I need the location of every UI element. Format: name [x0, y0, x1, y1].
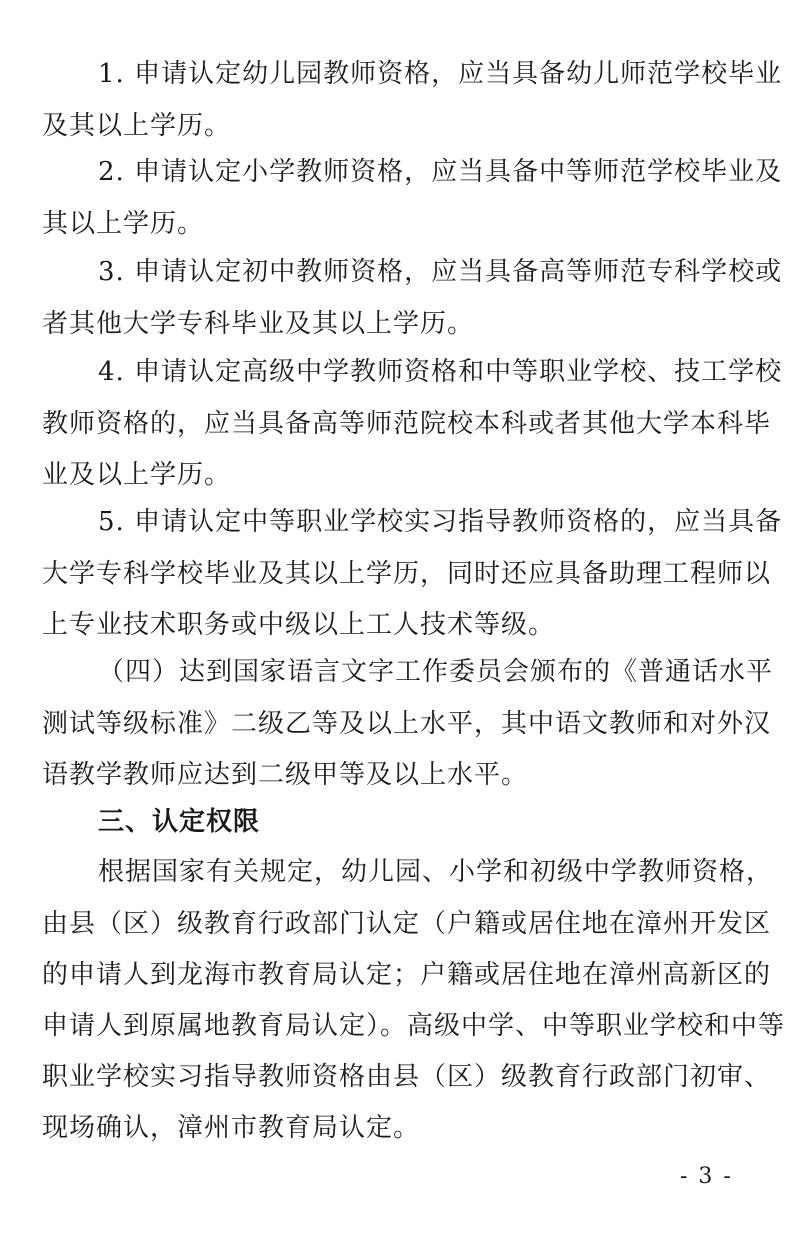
paragraph-line: 及其以上学历。 [42, 111, 232, 141]
paragraph-line: 2. 申请认定小学教师资格，应当具备中等师范学校毕业及 [98, 157, 783, 187]
paragraph-line: 教师资格的，应当具备高等师范院校本科或者其他大学本科毕 [42, 409, 772, 439]
paragraph-line: 现场确认，漳州市教育局认定。 [42, 1113, 421, 1143]
paragraph-line: 根据国家有关规定，幼儿园、小学和初级中学教师资格， [98, 857, 774, 887]
paragraph-line: 4. 申请认定高级中学教师资格和中等职业学校、技工学校 [98, 357, 783, 387]
paragraph-line: 测试等级标准》二级乙等及以上水平，其中语文教师和对外汉 [42, 709, 772, 739]
paragraph-line: 的申请人到龙海市教育局认定；户籍或居住地在漳州高新区的 [42, 960, 772, 990]
paragraph-line: 5. 申请认定中等职业学校实习指导教师资格的，应当具备 [98, 507, 783, 537]
paragraph-line: 3. 申请认定初中教师资格，应当具备高等师范专科学校或 [98, 257, 783, 287]
paragraph-line: 申请人到原属地教育局认定）。高级中学、中等职业学校和中等 [42, 1011, 786, 1041]
paragraph-line: 其以上学历。 [42, 209, 205, 239]
paragraph-line: 大学专科学校毕业及其以上学历，同时还应具备助理工程师以 [42, 559, 772, 589]
paragraph-line: 1. 申请认定幼儿园教师资格，应当具备幼儿师范学校毕业 [98, 59, 783, 89]
paragraph-line: 职业学校实习指导教师资格由县（区）级教育行政部门初审、 [42, 1062, 772, 1092]
paragraph-line: （四）达到国家语言文字工作委员会颁布的《普通话水平 [98, 657, 774, 687]
paragraph-line: 上专业技术职务或中级以上工人技术等级。 [42, 610, 556, 640]
paragraph-line: 者其他大学专科毕业及其以上学历。 [42, 309, 475, 339]
paragraph-line: 业及以上学历。 [42, 460, 232, 490]
section-heading: 三、认定权限 [98, 807, 261, 837]
paragraph-line: 由县（区）级教育行政部门认定（户籍或居住地在漳州开发区 [42, 909, 772, 939]
page-number: - 3 - [680, 1164, 733, 1189]
paragraph-line: 语教学教师应达到二级甲等及以上水平。 [42, 760, 529, 790]
